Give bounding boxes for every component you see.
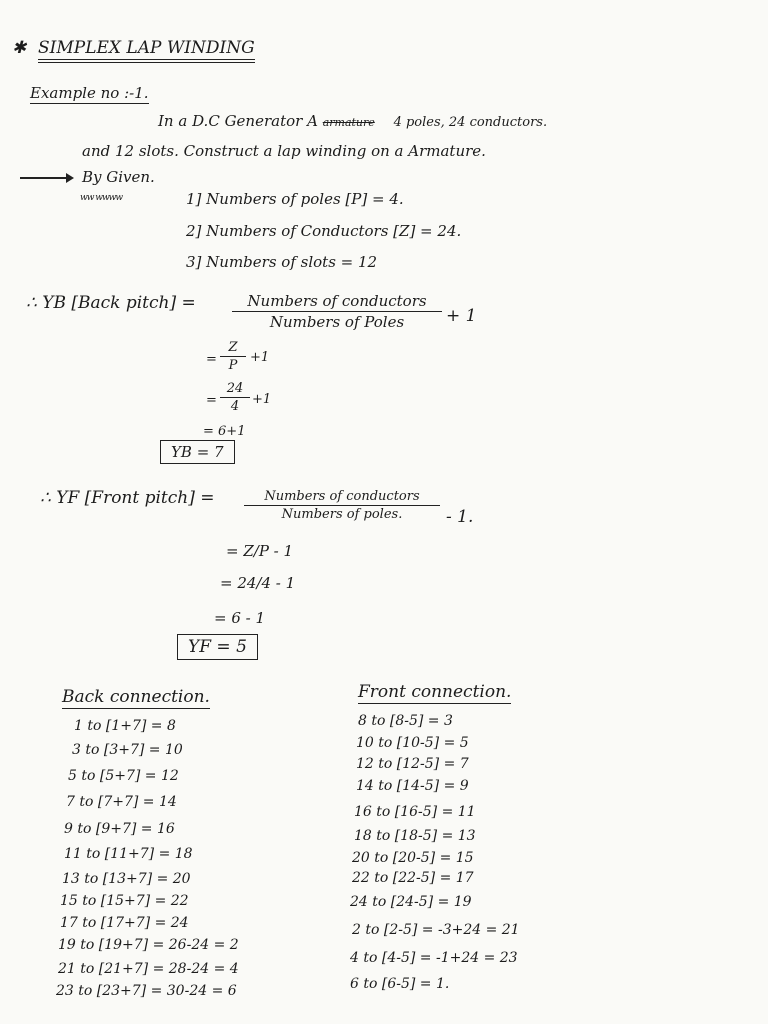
back-connection-row: 23 to [23+7] = 30-24 = 6 xyxy=(56,983,237,999)
front-connection-row: 22 to [22-5] = 17 xyxy=(352,870,474,886)
back-connection-row: 7 to [7+7] = 14 xyxy=(66,794,177,810)
front-connection-row: 18 to [18-5] = 13 xyxy=(354,828,476,844)
front-connection-row: 6 to [6-5] = 1. xyxy=(350,976,450,992)
statement-line-1: In a D.C Generator A armature 4 poles, 24 conductors. xyxy=(158,112,548,130)
back-pitch-step3: = 6+1 xyxy=(203,424,246,439)
back-pitch-suffix: + 1 xyxy=(446,306,477,326)
front-pitch-fraction: Numbers of conductors Numbers of poles. xyxy=(244,489,440,522)
front-connection-row: 10 to [10-5] = 5 xyxy=(356,735,469,751)
given-item-1: 1] Numbers of poles [P] = 4. xyxy=(186,190,404,208)
back-connection-row: 13 to [13+7] = 20 xyxy=(62,871,191,887)
given-label: By Given. xyxy=(82,168,155,186)
back-connection-row: 19 to [19+7] = 26-24 = 2 xyxy=(58,937,239,953)
back-pitch-step2-suffix: +1 xyxy=(252,392,272,407)
back-pitch-step1-suffix: +1 xyxy=(250,350,270,365)
back-connection-heading: Back connection. xyxy=(62,687,210,707)
front-pitch-lhs: ∴ YF [Front pitch] = xyxy=(40,488,215,508)
front-connection-heading: Front connection. xyxy=(358,682,512,702)
front-connection-row: 12 to [12-5] = 7 xyxy=(356,756,469,772)
title-asterisk: ✱ xyxy=(12,38,27,58)
front-pitch-step3: = 6 - 1 xyxy=(214,609,266,627)
back-connection-row: 9 to [9+7] = 16 xyxy=(64,821,175,837)
back-connection-row: 11 to [11+7] = 18 xyxy=(64,846,193,862)
back-pitch-result: YB = 7 xyxy=(160,440,235,464)
front-pitch-step1: = Z/P - 1 xyxy=(226,542,294,560)
back-pitch-step2: $\frac{24}{4}$ xyxy=(220,381,250,414)
front-pitch-result: YF = 5 xyxy=(177,634,258,660)
back-connection-row: 17 to [17+7] = 24 xyxy=(60,915,189,931)
front-connection-row: 2 to [2-5] = -3+24 = 21 xyxy=(352,922,520,938)
arrow-icon xyxy=(20,177,72,179)
statement-line-2: and 12 slots. Construct a lap winding on a Armature. xyxy=(82,142,486,160)
struck-word: armature xyxy=(322,116,375,129)
front-pitch-step2: = 24/4 - 1 xyxy=(220,574,296,592)
squiggle-underline: ww wwww xyxy=(80,193,123,203)
front-pitch-suffix: - 1. xyxy=(446,507,474,527)
front-connection-row: 24 to [24-5] = 19 xyxy=(350,894,472,910)
back-connection-row: 21 to [21+7] = 28-24 = 4 xyxy=(58,961,239,977)
back-connection-row: 15 to [15+7] = 22 xyxy=(60,893,189,909)
back-pitch-fraction: Numbers of conductors Numbers of Poles xyxy=(232,292,442,331)
given-item-3: 3] Numbers of slots = 12 xyxy=(186,253,378,271)
front-connection-row: 14 to [14-5] = 9 xyxy=(356,778,469,794)
front-connection-row: 20 to [20-5] = 15 xyxy=(352,850,474,866)
back-connection-row: 3 to [3+7] = 10 xyxy=(72,742,183,758)
given-item-2: 2] Numbers of Conductors [Z] = 24. xyxy=(186,222,462,240)
back-pitch-lhs: ∴ YB [Back pitch] = xyxy=(26,293,196,313)
example-label: Example no :-1. xyxy=(30,84,149,102)
back-pitch-step1: $\frac{Z}{P}$ xyxy=(220,340,246,373)
front-connection-row: 4 to [4-5] = -1+24 = 23 xyxy=(350,950,518,966)
eq-sign: = xyxy=(206,393,217,408)
back-connection-row: 5 to [5+7] = 12 xyxy=(68,768,179,784)
back-connection-row: 1 to [1+7] = 8 xyxy=(74,718,176,734)
front-connection-row: 16 to [16-5] = 11 xyxy=(354,804,476,820)
eq-sign: = xyxy=(206,352,217,367)
front-connection-row: 8 to [8-5] = 3 xyxy=(358,713,453,729)
page-title: SIMPLEX LAP WINDING xyxy=(38,38,255,58)
